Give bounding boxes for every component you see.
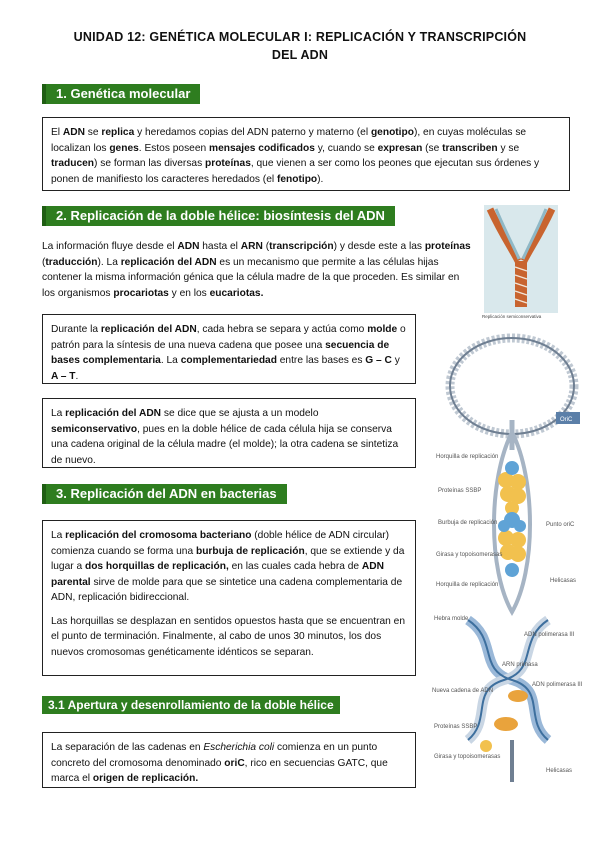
label-proteinas-ssbp: Proteínas SSBP [438,488,482,494]
section-2-box-2: La replicación del ADN se dice que se ajusta a un modelo semiconservativo, pues en la doble hélice de cada célula hija se conserva una cadena original de la célula madre (el molde); la otra cadena se sintetiza de nuevo. [42,398,416,468]
section-2-intro: La información fluye desde el ADN hasta el ARN (transcripción) y desde este a las proteínas (traducción). La replicación del ADN es un mecanismo que permite a las células hijas contener la misma información génica que la célula madre de la que proceden. Es similar en los organismos procariotas y en los eucariotas. [42,241,471,299]
dna-fork-illustration [484,205,558,313]
section-3-1-heading: 3.1 Apertura y desenrollamiento de la doble hélice [42,696,340,714]
label-proteinas-ssbp-2: Proteínas SSBP [434,724,478,730]
section-2-box-1: Durante la replicación del ADN, cada hebra se separa y actúa como molde o patrón para la síntesis de una nueva cadena que posee una secuencia de bases complementaria. La complementariedad entre las bases es G – C y A – T. [42,314,416,384]
section-2-heading: 2. Replicación de la doble hélice: biosíntesis del ADN [42,206,395,226]
label-horquilla-top: Horquilla de replicación [436,454,499,460]
label-arn-primasa: ARN primasa [502,662,538,668]
label-nueva-cadena: Nueva cadena de ADN [432,688,494,694]
oric-label: OriC [560,417,573,423]
label-punto-oric: Punto oriC [546,522,575,528]
title-line-2: DEL ADN [271,48,329,62]
section-3-1-box: La separación de las cadenas en Escherichia coli comienza en un punto concreto del cromosoma denominado oriC, rico en secuencias GATC, que marca el origen de replicación. [42,732,416,788]
bacterial-replication-diagram [428,320,588,790]
section-1-box: El ADN se replica y heredamos copias del ADN paterno y materno (el genotipo), en cuyas moléculas se localizan los genes. Estos poseen mensajes codificados y, cuando se expresan (se transcriben y se traducen) se forman las diversas proteínas, que vienen a ser como los peones que ejecutan sus órdenes y ponen de manifiesto los caracteres heredados (el fenotipo). [42,117,570,191]
label-horquilla-bottom: Horquilla de replicación [436,582,499,588]
label-burbuja: Burbuja de replicación [438,520,498,526]
label-girasa: Girasa y topoisomerasas [436,552,503,558]
label-hebra-molde: Hebra molde [434,616,469,622]
section-3-paragraph-1: La replicación del cromosoma bacteriano (doble hélice de ADN circular) comienza cuando se forma una burbuja de replicación, que se extiende y da lugar a dos horquillas de replicación, en las cuales cada hebra de ADN parental sirve de molde para que se sintetice una cadena complementaria de ADN, replicación bidireccional. [51,530,405,603]
section-3-paragraph-2: Las horquillas se desplazan en sentidos opuestos hasta que se encuentran en el punto de terminación. Finalmente, al cabo de unos 30 minutos, los dos nuevos cromosomas genéticamente idénticos se separan. [51,615,405,658]
section-1-heading: 1. Genética molecular [42,84,200,104]
title-line-1: UNIDAD 12: GENÉTICA MOLECULAR I: REPLICACIÓN Y TRANSCRIPCIÓN [73,30,527,44]
label-adn-pol-iii-2: ADN polimerasa III [532,682,583,688]
label-helicasas-2: Helicasas [546,768,573,774]
label-girasa-2: Girasa y topoisomerasas [434,754,501,760]
label-helicasas-1: Helicasas [550,578,577,584]
page-title [30,28,570,64]
semiconservative-figure [484,205,558,313]
section-3-box [42,520,416,676]
figure-caption: Replicación semiconservativa [482,314,542,319]
label-adn-pol-iii-1: ADN polimerasa III [524,632,575,638]
section-3-heading: 3. Replicación del ADN en bacterias [42,484,287,504]
